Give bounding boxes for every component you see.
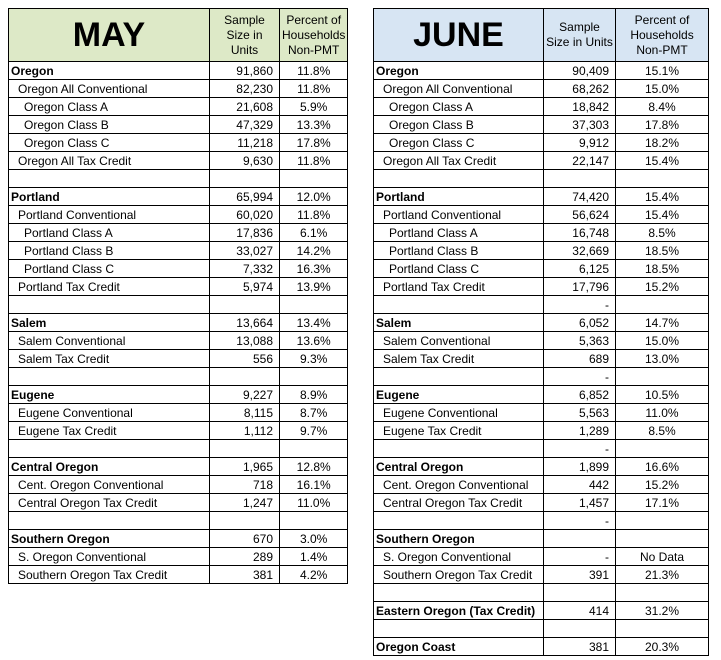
percent-cell: 15.4%	[616, 152, 709, 170]
percent-cell: 8.4%	[616, 98, 709, 116]
region-name-cell: Central Oregon	[9, 458, 210, 476]
sample-size-cell: 16,748	[544, 224, 616, 242]
percent-cell: 3.0%	[280, 530, 348, 548]
region-name-cell	[9, 296, 210, 314]
sample-size-cell: 1,289	[544, 422, 616, 440]
percent-cell: 15.4%	[616, 188, 709, 206]
region-name-cell: Eastern Oregon (Tax Credit)	[374, 602, 544, 620]
sample-size-cell: 13,088	[210, 332, 280, 350]
percent-cell: 15.2%	[616, 278, 709, 296]
percent-cell	[616, 368, 709, 386]
region-name-cell: Oregon Coast	[374, 638, 544, 656]
table-row	[374, 260, 709, 278]
percent-cell: 11.8%	[280, 152, 348, 170]
region-name-cell: Oregon Class B	[9, 116, 210, 134]
sample-size-cell: 391	[544, 566, 616, 584]
sample-size-cell: 60,020	[210, 206, 280, 224]
spacer-row	[374, 296, 709, 314]
percent-cell: 1.4%	[280, 548, 348, 566]
table-row	[9, 278, 348, 296]
region-name-cell: Salem	[9, 314, 210, 332]
region-name-cell: Oregon All Conventional	[374, 80, 544, 98]
table-row	[9, 242, 348, 260]
percent-cell: 16.3%	[280, 260, 348, 278]
sample-size-cell: -	[544, 548, 616, 566]
table-row	[9, 332, 348, 350]
percent-cell: 31.2%	[616, 602, 709, 620]
region-name-cell: Portland Class A	[9, 224, 210, 242]
percent-cell: 12.0%	[280, 188, 348, 206]
table-row	[374, 566, 709, 584]
table-row	[374, 404, 709, 422]
table-row	[9, 188, 348, 206]
percent-cell: 15.0%	[616, 332, 709, 350]
sample-size-cell: 1,899	[544, 458, 616, 476]
table-row	[9, 494, 348, 512]
region-name-cell: Oregon All Conventional	[9, 80, 210, 98]
percent-cell: 16.1%	[280, 476, 348, 494]
table-row	[374, 206, 709, 224]
sample-size-cell: 5,974	[210, 278, 280, 296]
region-name-cell: Portland	[374, 188, 544, 206]
sample-size-cell: 670	[210, 530, 280, 548]
percent-cell: No Data	[616, 548, 709, 566]
spacer-row	[9, 512, 348, 530]
sample-size-cell: 718	[210, 476, 280, 494]
sample-size-cell: 65,994	[210, 188, 280, 206]
percent-cell: 12.8%	[280, 458, 348, 476]
sample-size-cell	[210, 368, 280, 386]
sample-size-cell: 289	[210, 548, 280, 566]
region-name-cell: Oregon All Tax Credit	[9, 152, 210, 170]
spacer-row	[374, 170, 709, 188]
sample-size-cell: 6,852	[544, 386, 616, 404]
sample-size-cell: 6,052	[544, 314, 616, 332]
table-row	[9, 260, 348, 278]
sample-size-cell: -	[544, 296, 616, 314]
table-row	[9, 476, 348, 494]
sample-size-cell: 68,262	[544, 80, 616, 98]
region-name-cell: Southern Oregon	[374, 530, 544, 548]
table-row	[374, 116, 709, 134]
sample-size-cell: 1,112	[210, 422, 280, 440]
percent-cell	[616, 584, 709, 602]
sample-size-cell: 7,332	[210, 260, 280, 278]
may-table	[8, 8, 348, 584]
table-row	[9, 62, 348, 80]
region-name-cell	[9, 440, 210, 458]
region-name-cell: Eugene Tax Credit	[374, 422, 544, 440]
percent-cell: 8.9%	[280, 386, 348, 404]
region-name-cell: Portland Class C	[9, 260, 210, 278]
sample-size-cell: 5,363	[544, 332, 616, 350]
region-name-cell: Salem Tax Credit	[9, 350, 210, 368]
sample-size-cell	[210, 440, 280, 458]
region-name-cell	[9, 368, 210, 386]
percent-cell: 14.7%	[616, 314, 709, 332]
sample-size-cell: 90,409	[544, 62, 616, 80]
percent-cell	[616, 440, 709, 458]
region-name-cell: Portland Conventional	[9, 206, 210, 224]
region-name-cell	[374, 296, 544, 314]
percent-cell: 17.8%	[616, 116, 709, 134]
sample-size-cell: 18,842	[544, 98, 616, 116]
table-row	[374, 152, 709, 170]
region-name-cell: Oregon Class A	[9, 98, 210, 116]
sample-size-cell: 32,669	[544, 242, 616, 260]
sample-size-cell: 9,912	[544, 134, 616, 152]
percent-cell: 16.6%	[616, 458, 709, 476]
percent-cell: 13.3%	[280, 116, 348, 134]
region-name-cell: Eugene	[374, 386, 544, 404]
sample-size-cell: 5,563	[544, 404, 616, 422]
table-row	[374, 314, 709, 332]
may-header-row	[9, 9, 348, 62]
percent-cell: 9.3%	[280, 350, 348, 368]
sample-size-cell: 442	[544, 476, 616, 494]
region-name-cell: Oregon Class B	[374, 116, 544, 134]
percent-cell	[616, 512, 709, 530]
spacer-row	[374, 512, 709, 530]
sample-size-cell: 17,836	[210, 224, 280, 242]
spacer-row	[9, 368, 348, 386]
region-name-cell: Southern Oregon Tax Credit	[9, 566, 210, 584]
region-name-cell: Portland Class B	[9, 242, 210, 260]
table-row	[374, 332, 709, 350]
sample-size-cell: 414	[544, 602, 616, 620]
percent-cell: 14.2%	[280, 242, 348, 260]
sample-size-cell	[210, 170, 280, 188]
table-row	[374, 80, 709, 98]
percent-cell: 13.4%	[280, 314, 348, 332]
region-name-cell: Portland	[9, 188, 210, 206]
table-row	[374, 422, 709, 440]
june-header-row	[374, 9, 709, 62]
sample-size-cell: -	[544, 512, 616, 530]
sample-size-cell: 37,303	[544, 116, 616, 134]
sample-size-cell: 56,624	[544, 206, 616, 224]
table-row	[9, 350, 348, 368]
table-row	[9, 458, 348, 476]
region-name-cell: Southern Oregon Tax Credit	[374, 566, 544, 584]
sample-size-header: Sample Size in Units	[544, 9, 616, 62]
table-row	[9, 116, 348, 134]
region-name-cell: Salem Tax Credit	[374, 350, 544, 368]
sample-size-cell: -	[544, 368, 616, 386]
spacer-row	[374, 440, 709, 458]
sample-size-cell: 11,218	[210, 134, 280, 152]
percent-cell: 11.0%	[280, 494, 348, 512]
sample-size-cell: 1,965	[210, 458, 280, 476]
region-name-cell: Eugene Tax Credit	[9, 422, 210, 440]
region-name-cell: Salem	[374, 314, 544, 332]
percent-cell: 15.2%	[616, 476, 709, 494]
region-name-cell: Portland Class C	[374, 260, 544, 278]
region-name-cell: Oregon Class C	[374, 134, 544, 152]
percent-cell: 11.8%	[280, 206, 348, 224]
table-row	[374, 134, 709, 152]
table-row	[374, 278, 709, 296]
may-table-body	[9, 9, 348, 584]
region-name-cell: S. Oregon Conventional	[374, 548, 544, 566]
sample-size-cell: 381	[210, 566, 280, 584]
percent-cell	[280, 368, 348, 386]
percent-header: Percent of Households Non-PMT	[616, 9, 709, 62]
may-title: MAY	[9, 9, 210, 62]
region-name-cell	[374, 620, 544, 638]
percent-cell	[280, 170, 348, 188]
sample-size-cell: 22,147	[544, 152, 616, 170]
table-row	[374, 494, 709, 512]
region-name-cell: Portland Class B	[374, 242, 544, 260]
region-name-cell: Eugene	[9, 386, 210, 404]
region-name-cell: Portland Conventional	[374, 206, 544, 224]
table-row	[9, 386, 348, 404]
spacer-row	[9, 296, 348, 314]
table-row	[374, 386, 709, 404]
table-row	[374, 98, 709, 116]
percent-cell: 11.0%	[616, 404, 709, 422]
region-name-cell: Salem Conventional	[374, 332, 544, 350]
percent-cell	[616, 170, 709, 188]
percent-cell: 17.1%	[616, 494, 709, 512]
region-name-cell	[374, 584, 544, 602]
table-row	[374, 530, 709, 548]
table-row	[9, 548, 348, 566]
region-name-cell: Central Oregon	[374, 458, 544, 476]
percent-cell	[616, 530, 709, 548]
region-name-cell: Cent. Oregon Conventional	[9, 476, 210, 494]
region-name-cell: Central Oregon Tax Credit	[374, 494, 544, 512]
region-name-cell: Portland Tax Credit	[9, 278, 210, 296]
spacer-row	[374, 584, 709, 602]
sample-size-cell: -	[544, 440, 616, 458]
sample-size-cell: 91,860	[210, 62, 280, 80]
sample-size-cell: 21,608	[210, 98, 280, 116]
table-row	[374, 548, 709, 566]
spacer-row	[374, 368, 709, 386]
table-row	[374, 62, 709, 80]
table-row	[374, 602, 709, 620]
table-row	[9, 80, 348, 98]
table-row	[374, 476, 709, 494]
region-name-cell	[374, 170, 544, 188]
region-name-cell: Cent. Oregon Conventional	[374, 476, 544, 494]
percent-cell: 8.7%	[280, 404, 348, 422]
percent-cell: 11.8%	[280, 80, 348, 98]
spacer-row	[9, 440, 348, 458]
sample-size-cell: 9,630	[210, 152, 280, 170]
region-name-cell: Southern Oregon	[9, 530, 210, 548]
sample-size-cell	[544, 620, 616, 638]
percent-cell	[280, 512, 348, 530]
sample-size-cell: 8,115	[210, 404, 280, 422]
sample-size-cell: 17,796	[544, 278, 616, 296]
table-row	[9, 152, 348, 170]
table-row	[9, 404, 348, 422]
percent-cell: 9.7%	[280, 422, 348, 440]
sample-size-cell	[544, 584, 616, 602]
region-name-cell: Oregon	[9, 62, 210, 80]
sample-size-cell: 1,457	[544, 494, 616, 512]
sample-size-cell: 33,027	[210, 242, 280, 260]
sample-size-cell	[210, 512, 280, 530]
percent-cell	[616, 296, 709, 314]
table-row	[374, 350, 709, 368]
region-name-cell: Oregon All Tax Credit	[374, 152, 544, 170]
spacer-row	[9, 170, 348, 188]
percent-cell: 15.0%	[616, 80, 709, 98]
percent-cell: 8.5%	[616, 224, 709, 242]
table-row	[9, 224, 348, 242]
sample-size-cell: 9,227	[210, 386, 280, 404]
table-row	[374, 638, 709, 656]
june-title: JUNE	[374, 9, 544, 62]
region-name-cell: Portland Class A	[374, 224, 544, 242]
percent-cell: 5.9%	[280, 98, 348, 116]
percent-cell	[280, 296, 348, 314]
table-row	[9, 206, 348, 224]
june-table-body	[374, 9, 709, 656]
table-row	[374, 458, 709, 476]
percent-cell: 13.0%	[616, 350, 709, 368]
table-row	[9, 98, 348, 116]
region-name-cell: Eugene Conventional	[9, 404, 210, 422]
region-name-cell: Eugene Conventional	[374, 404, 544, 422]
region-name-cell	[374, 368, 544, 386]
percent-cell: 10.5%	[616, 386, 709, 404]
percent-cell: 11.8%	[280, 62, 348, 80]
percent-cell: 18.2%	[616, 134, 709, 152]
sample-size-cell: 381	[544, 638, 616, 656]
percent-cell	[280, 440, 348, 458]
percent-cell: 13.6%	[280, 332, 348, 350]
region-name-cell: Central Oregon Tax Credit	[9, 494, 210, 512]
region-name-cell: S. Oregon Conventional	[9, 548, 210, 566]
sample-size-cell: 74,420	[544, 188, 616, 206]
sample-size-header: Sample Size in Units	[210, 9, 280, 62]
percent-cell: 18.5%	[616, 242, 709, 260]
spacer-row	[374, 620, 709, 638]
percent-cell: 15.4%	[616, 206, 709, 224]
table-row	[9, 422, 348, 440]
sample-size-cell	[210, 296, 280, 314]
region-name-cell: Oregon Class A	[374, 98, 544, 116]
table-row	[9, 134, 348, 152]
sample-size-cell: 47,329	[210, 116, 280, 134]
june-table	[373, 8, 709, 656]
sample-size-cell: 13,664	[210, 314, 280, 332]
sample-size-cell: 556	[210, 350, 280, 368]
table-row	[9, 530, 348, 548]
percent-cell: 20.3%	[616, 638, 709, 656]
percent-header: Percent of Households Non-PMT	[280, 9, 348, 62]
region-name-cell	[9, 170, 210, 188]
region-name-cell: Portland Tax Credit	[374, 278, 544, 296]
region-name-cell: Oregon	[374, 62, 544, 80]
percent-cell: 17.8%	[280, 134, 348, 152]
percent-cell: 18.5%	[616, 260, 709, 278]
table-row	[374, 242, 709, 260]
sample-size-cell: 689	[544, 350, 616, 368]
sample-size-cell	[544, 530, 616, 548]
table-row	[9, 314, 348, 332]
sample-size-cell: 82,230	[210, 80, 280, 98]
region-name-cell	[374, 512, 544, 530]
percent-cell: 8.5%	[616, 422, 709, 440]
sample-size-cell	[544, 170, 616, 188]
percent-cell: 13.9%	[280, 278, 348, 296]
table-row	[9, 566, 348, 584]
percent-cell: 6.1%	[280, 224, 348, 242]
percent-cell: 21.3%	[616, 566, 709, 584]
table-row	[374, 224, 709, 242]
percent-cell: 4.2%	[280, 566, 348, 584]
sample-size-cell: 6,125	[544, 260, 616, 278]
table-row	[374, 188, 709, 206]
region-name-cell: Salem Conventional	[9, 332, 210, 350]
region-name-cell	[374, 440, 544, 458]
region-name-cell: Oregon Class C	[9, 134, 210, 152]
percent-cell: 15.1%	[616, 62, 709, 80]
sample-size-cell: 1,247	[210, 494, 280, 512]
region-name-cell	[9, 512, 210, 530]
percent-cell	[616, 620, 709, 638]
